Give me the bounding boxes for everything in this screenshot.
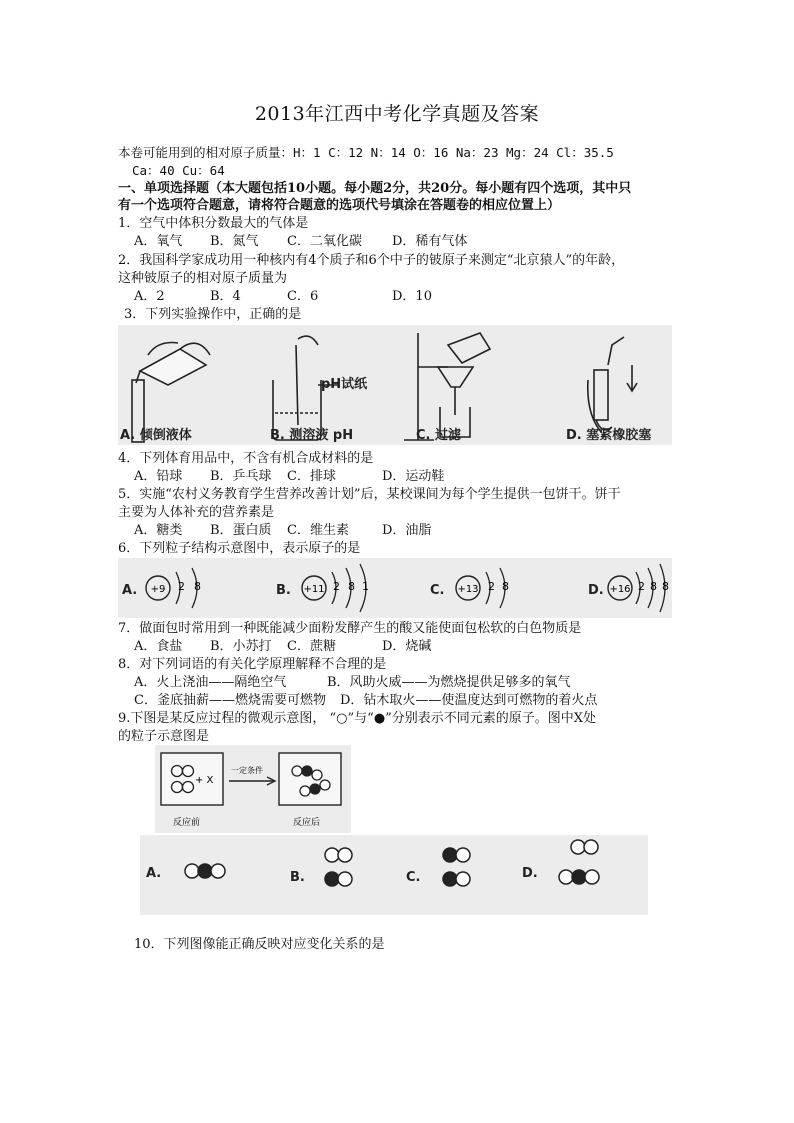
svg-text:8: 8 xyxy=(348,580,355,593)
svg-text:2: 2 xyxy=(333,580,340,593)
svg-text:+11: +11 xyxy=(303,584,325,595)
q9-option-a xyxy=(146,864,225,881)
svg-text:1: 1 xyxy=(362,580,369,593)
q4-option-b: B．乒乓球 xyxy=(210,469,272,484)
atomic-mass-line-2: Ca：40 Cu：64 xyxy=(132,163,225,178)
q1-option-a: A．氧气 xyxy=(134,234,183,249)
svg-text:8: 8 xyxy=(662,580,669,593)
svg-text:2: 2 xyxy=(638,580,645,593)
q7-option-b: B．小苏打 xyxy=(210,639,272,654)
plus-x-label: + X xyxy=(195,775,214,786)
q9-option-b xyxy=(290,848,352,886)
q3-caption-c: C. 过滤 xyxy=(416,428,462,443)
particle-a xyxy=(122,568,201,608)
q3-stem: 3．下列实验操作中，正确的是 xyxy=(124,307,302,322)
q7-stem: 7．做面包时常用到一种既能减少面粉发酵产生的酸又能使面包松软的白色物质是 xyxy=(118,621,582,636)
q3-caption-b: B. 测溶液 pH xyxy=(270,428,354,443)
ph-paper-label: pH试纸 xyxy=(321,377,368,392)
q8-stem: 8．对下列词语的有关化学原理解释不合理的是 xyxy=(118,657,387,672)
svg-text:8: 8 xyxy=(650,580,657,593)
q4-option-a: A．铅球 xyxy=(134,469,183,484)
svg-text:+13: +13 xyxy=(457,584,479,595)
svg-text:C.: C. xyxy=(406,870,421,885)
q9-stem-line-1: 9.下图是某反应过程的微观示意图， “○”与“●”分别表示不同元素的原子。图中X处 xyxy=(118,711,597,726)
q10-stem: 10．下列图像能正确反映对应变化关系的是 xyxy=(134,937,385,952)
before-label: 反应前 xyxy=(173,818,201,828)
particle-d xyxy=(588,564,669,612)
q4-stem: 4．下列体育用品中，不含有机合成材料的是 xyxy=(118,451,374,466)
q2-option-a: A．2 xyxy=(134,289,165,304)
q2-option-c: C．6 xyxy=(287,289,319,304)
q1-option-c: C．二氧化碳 xyxy=(287,234,362,249)
q3-caption-a: A. 倾倒液体 xyxy=(120,428,192,443)
q9-options-diagram xyxy=(140,835,648,915)
page-title: 2013年江西中考化学真题及答案 xyxy=(254,103,540,125)
q8-option-b: B．风助火威——为燃烧提供足够多的氧气 xyxy=(327,675,571,690)
svg-text:+9: +9 xyxy=(150,584,166,595)
svg-text:D.: D. xyxy=(588,583,604,598)
q9-option-c xyxy=(406,848,470,886)
condition-label: 一定条件 xyxy=(231,766,263,775)
q1-stem: 1．空气中体积分数最大的气体是 xyxy=(118,216,309,231)
q3-caption-d: D. 塞紧橡胶塞 xyxy=(566,428,652,443)
svg-text:2: 2 xyxy=(178,580,185,593)
q5-option-c: C．维生素 xyxy=(287,523,349,538)
q2-stem-line-1: 2．我国科学家成功用一种核内有4个质子和6个中子的铍原子来测定“北京猿人”的年龄， xyxy=(118,253,625,268)
q5-option-a: A．糖类 xyxy=(134,523,183,538)
q8-option-d: D．钻木取火——使温度达到可燃物的着火点 xyxy=(340,693,598,708)
q1-option-d: D．稀有气体 xyxy=(392,234,468,249)
q5-option-d: D．油脂 xyxy=(382,523,432,538)
svg-text:C.: C. xyxy=(430,583,445,598)
svg-text:B.: B. xyxy=(290,870,305,885)
section-heading-line-1: 一、单项选择题（本大题包括10小题。每小题2分，共20分。每小题有四个选项，其中只 xyxy=(118,181,632,196)
q9-reaction-diagram xyxy=(155,745,351,833)
svg-text:+16: +16 xyxy=(609,584,631,595)
q4-option-d: D．运动鞋 xyxy=(382,469,445,484)
q5-stem-line-1: 5．实施“农村义务教育学生营养改善计划”后，某校课间为每个学生提供一包饼干。饼干 xyxy=(118,487,621,502)
q8-option-a: A．火上浇油——隔绝空气 xyxy=(134,675,287,690)
q8-option-c: C．釜底抽薪——燃烧需要可燃物 xyxy=(134,693,326,708)
particle-c xyxy=(430,568,509,608)
svg-text:A.: A. xyxy=(146,866,162,881)
svg-text:D.: D. xyxy=(522,866,538,881)
q6-stem: 6．下列粒子结构示意图中，表示原子的是 xyxy=(118,541,361,556)
q7-option-d: D．烧碱 xyxy=(382,639,432,654)
particle-b xyxy=(276,564,369,612)
q5-option-b: B．蛋白质 xyxy=(210,523,272,538)
q7-option-a: A．食盐 xyxy=(134,639,183,654)
q9-option-d xyxy=(522,840,599,884)
q6-particle-diagrams xyxy=(118,558,672,618)
q7-option-c: C．蔗糖 xyxy=(287,639,336,654)
q5-stem-line-2: 主要为人体补充的营养素是 xyxy=(118,505,275,520)
q9-stem-line-2: 的粒子示意图是 xyxy=(118,729,210,744)
section-heading-line-2: 有一个选项符合题意，请将符合题意的选项代号填涂在答题卷的相应位置上） xyxy=(118,198,561,213)
atomic-mass-line-1: 本卷可能用到的相对原子质量：H：1 C：12 N：14 O：16 Na：23 Mg：24 Cl：35.5 xyxy=(118,145,614,160)
q2-option-b: B．4 xyxy=(210,289,241,304)
q4-option-c: C．排球 xyxy=(287,469,336,484)
q3-lab-operations-image xyxy=(118,325,672,445)
svg-text:A.: A. xyxy=(122,583,138,598)
svg-text:8: 8 xyxy=(502,580,509,593)
svg-text:2: 2 xyxy=(488,580,495,593)
q1-option-b: B．氮气 xyxy=(210,234,259,249)
svg-text:8: 8 xyxy=(194,580,201,593)
svg-text:B.: B. xyxy=(276,583,291,598)
q2-option-d: D．10 xyxy=(392,289,432,304)
q2-stem-line-2: 这种铍原子的相对原子质量为 xyxy=(118,271,288,286)
after-label: 反应后 xyxy=(293,818,321,828)
